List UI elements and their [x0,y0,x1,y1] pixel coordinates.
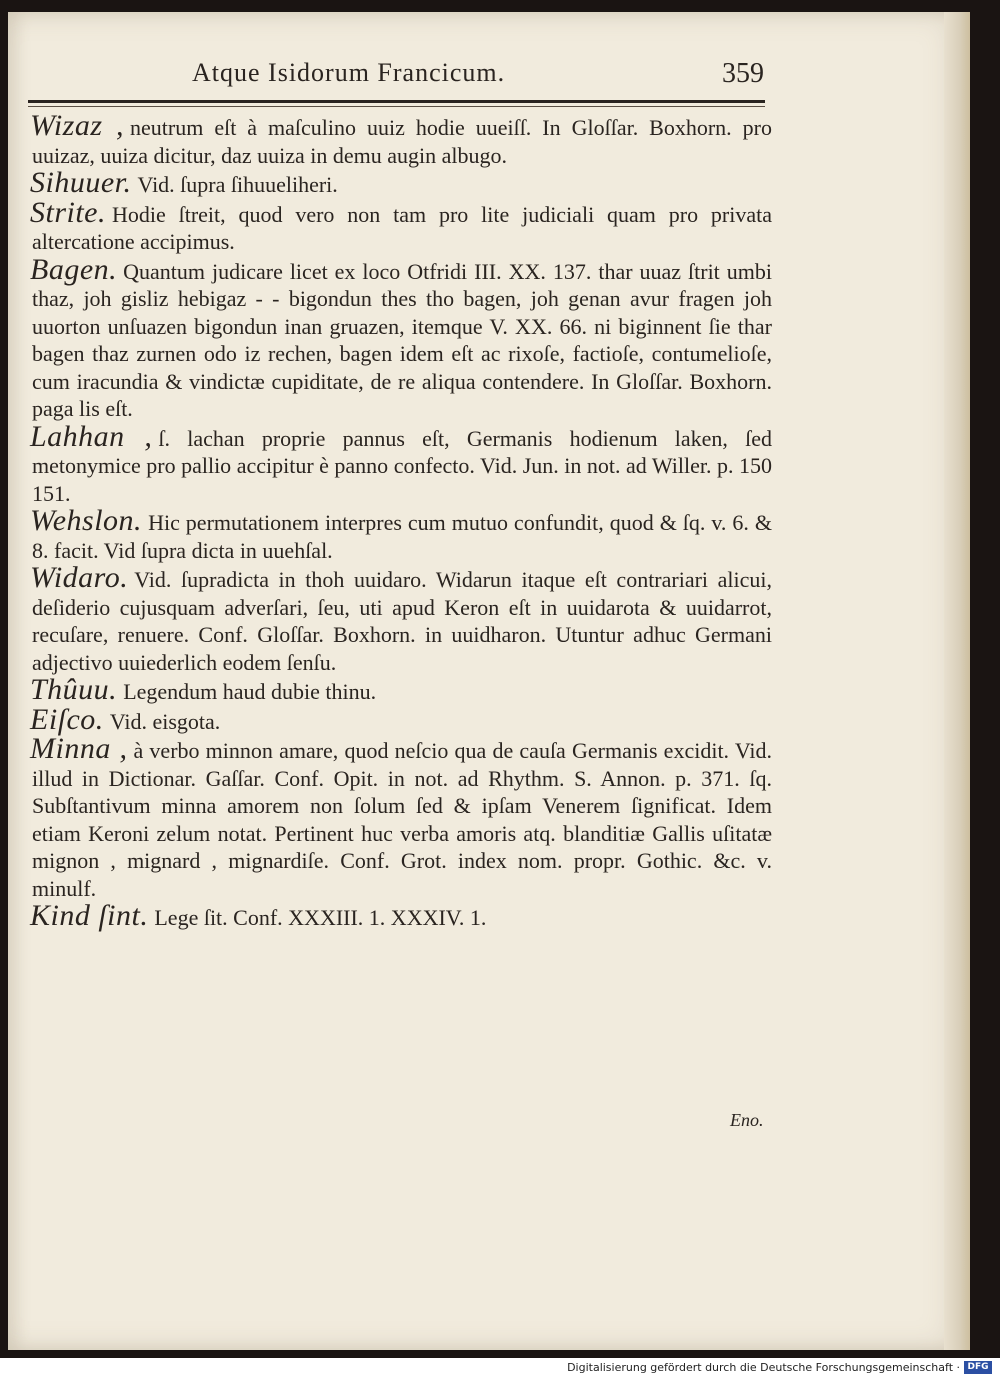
entry-bagen [30,252,772,423]
entry-wehslon [30,504,772,564]
running-title: Atque Isidorum Francicum. [192,58,506,87]
entry-text: Quantum judicare licet ex loco Otfridi III. XX. 137. thar uuaz ſtrit umbi thaz, joh gisliz hebigaz - - bigondun thes tho bagen, joh genan avur fragen joh uuorton unſuazen bigondun inan gruazen, itemque V. XX. 66. ni biginnent ſie thar bagen thaz zurnen odo iz rechen, bagen idem eſt ac rixoſe, factioſe, contumelioſe, cum iracundia & vindictæ cupiditate, de re aliqua contendere. In Gloſſar. Boxhorn. paga lis eſt. [32,258,772,421]
page-edge [944,12,970,1350]
entry-text: neutrum eſt à maſculino uuiz hodie uueiſſ. In Gloſſar. Boxhorn. pro uuizaz, uuiza dicitur, daz uuiza in demu augin albugo. [32,115,772,168]
body-text [30,109,773,932]
entry-text: Vid. ſupradicta in thoh uuidaro. Widarun itaque eſt contrariari alicui, deſiderio cujusquam adverſari, ſeu, uti apud Keron eſt in uuidarota & uuidarrot, recuſare, renuere. Conf. Gloſſar. Boxhorn. in uuidharon. Utuntur adhuc Germani adjectivo uuiederlich eodem ſenſu. [32,567,772,675]
lemma: Bagen. [30,252,118,286]
lemma: Wizaz , [30,109,125,142]
entry-text: Vid. eisgota. [109,708,221,734]
lemma: Eiſco. [30,702,104,736]
header-rule-thin [28,106,765,107]
entry-widaro [30,561,772,676]
lemma: Kind ſint. [30,899,149,932]
entry-text: à verbo minnon amare, quod neſcio qua de cauſa Germanis excidit. Vid. illud in Dictionar. Gaſſar. Conf. Opit. in not. ad Rhythm. S. Annon. p. 371. ſq. Subſtantivum minna amorem non ſolum ſed & ipſam Venerem ſignificat. Idem etiam Keroni zelum notat. Pertinent huc verba amoris atq. blanditiæ Gallis uſitatæ mignon , mignard , mignardiſe. Conf. Grot. index nom. propr. Gothic. &c. v. minulf. [32,738,772,901]
lemma: Strite. [30,195,106,229]
header-rule [28,100,765,103]
entry-text: ſ. lachan proprie pannus eſt, Germanis hodienum laken, ſed metonymice pro pallio accipitur è panno confecto. Vid. Jun. in not. ad Willer. p. 150 151. [32,425,773,506]
lemma: Minna , [30,732,128,765]
entry-text: Legendum haud dubie thinu. [123,679,377,704]
entry-sihuuer [30,166,772,199]
entry-thuuu [30,673,772,706]
entry-lahhan [30,419,773,508]
dfg-logo-icon: DFG [964,1361,992,1374]
entry-text: Hodie ſtreit, quod vero non tam pro lite judiciali quam pro privata altercatione accipimus. [32,201,772,254]
entry-wizaz [30,109,772,169]
entry-kind-sint [30,899,772,932]
entry-text: Vid. ſupra ſihuueliheri. [137,172,338,197]
entry-minna [30,732,772,902]
entry-strite [30,195,772,256]
catchword: Eno. [730,1110,764,1130]
lemma: Sihuuer. [30,166,132,199]
entry-text: Lege ſit. Conf. XXXIII. 1. XXXIV. 1. [154,905,487,930]
lemma: Thûuu. [30,673,118,706]
lemma: Lahhan , [30,419,153,453]
page-number: 359 [722,58,764,89]
entry-eisco [30,702,772,736]
footer-credit: Digitalisierung gefördert durch die Deutsche Forschungsgemeinschaft · [567,1361,960,1374]
lemma: Wehslon. [30,504,143,537]
entry-text: Hic permutationem interpres cum mutuo confundit, quod & ſq. v. 6. & 8. facit. Vid ſupra dicta in uuehſal. [32,510,772,563]
lemma: Widaro. [30,561,129,594]
footer [0,1358,1000,1379]
